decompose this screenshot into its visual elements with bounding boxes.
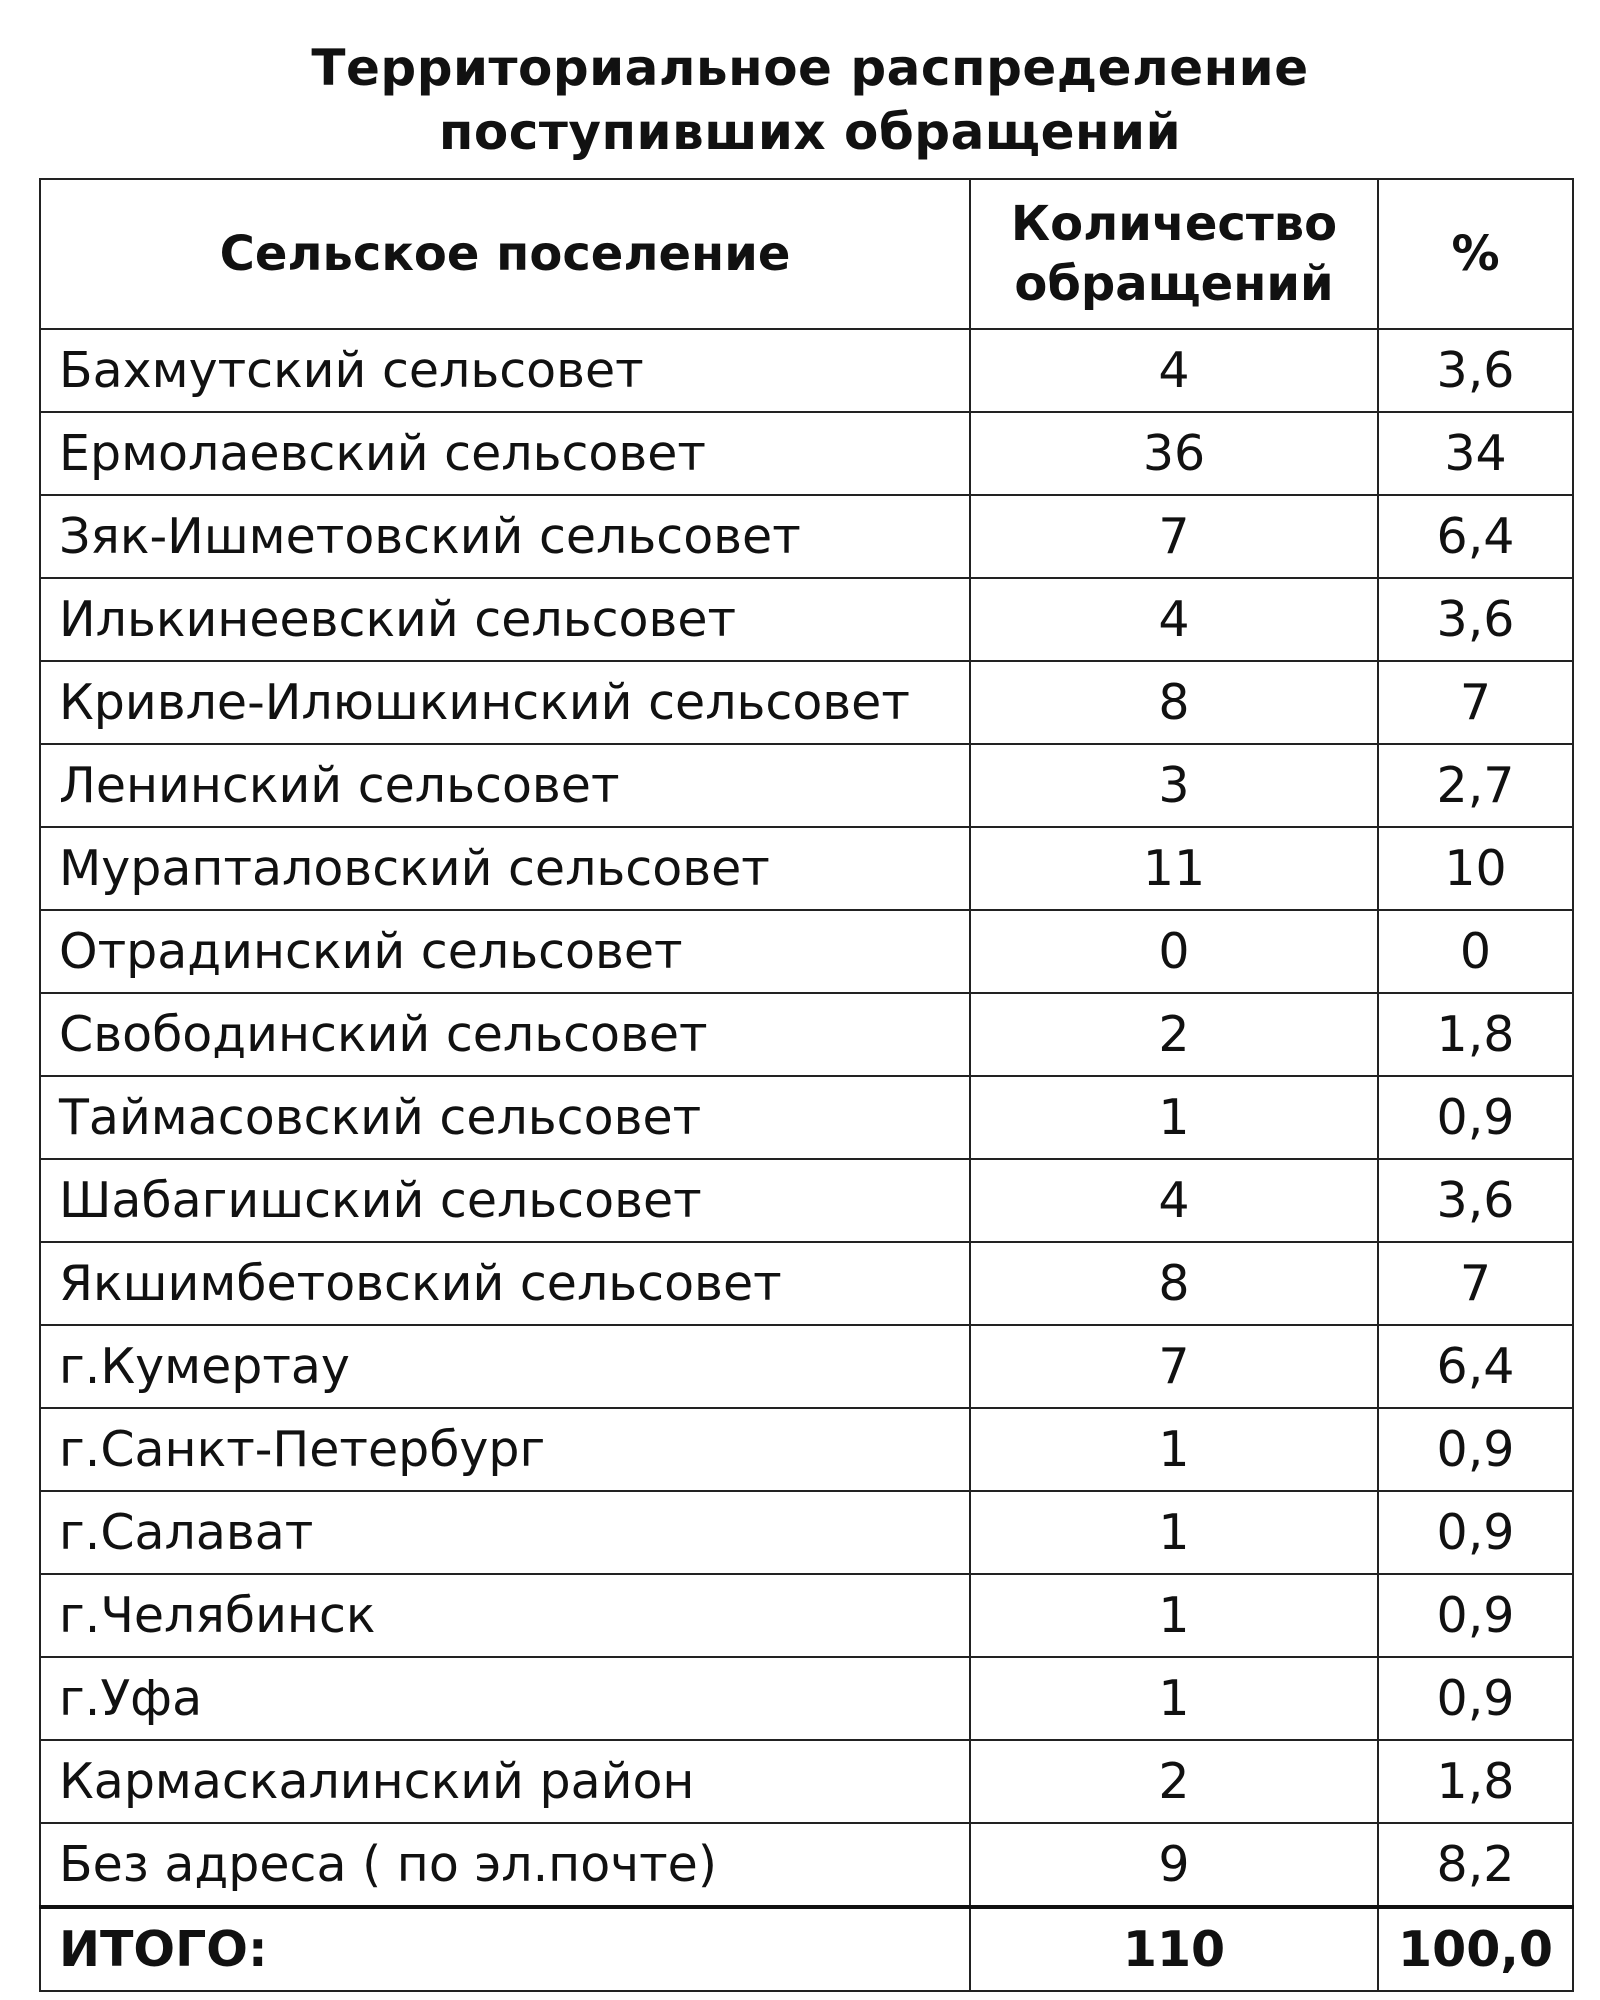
settlement-name: Шабагишский сельсовет	[40, 1159, 970, 1242]
appeal-count: 1	[970, 1408, 1378, 1491]
appeal-count: 2	[970, 993, 1378, 1076]
header-percent: %	[1378, 179, 1573, 329]
appeal-count: 1	[970, 1574, 1378, 1657]
appeal-percent: 3,6	[1378, 1159, 1573, 1242]
table-row	[40, 993, 1573, 1076]
table-row	[40, 910, 1573, 993]
appeal-percent: 0,9	[1378, 1076, 1573, 1159]
table-row	[40, 329, 1573, 412]
settlement-name: Отрадинский сельсовет	[40, 910, 970, 993]
table-row	[40, 744, 1573, 827]
table-row	[40, 1657, 1573, 1740]
appeal-percent: 10	[1378, 827, 1573, 910]
settlement-name: г.Санкт-Петербург	[40, 1408, 970, 1491]
settlement-name: г.Челябинск	[40, 1574, 970, 1657]
settlement-name: Ермолаевский сельсовет	[40, 412, 970, 495]
appeal-percent: 34	[1378, 412, 1573, 495]
settlement-name: Мурапталовский сельсовет	[40, 827, 970, 910]
appeal-count: 7	[970, 495, 1378, 578]
table-row	[40, 1491, 1573, 1574]
table-row	[40, 1823, 1573, 1907]
total-label: ИТОГО:	[40, 1907, 970, 1991]
appeal-count: 0	[970, 910, 1378, 993]
appeal-percent: 7	[1378, 1242, 1573, 1325]
appeal-percent: 6,4	[1378, 495, 1573, 578]
table-row	[40, 412, 1573, 495]
appeal-percent: 7	[1378, 661, 1573, 744]
total-count: 110	[970, 1907, 1378, 1991]
header-count-line-2: обращений	[1014, 256, 1334, 312]
title-line-2: поступивших обращений	[438, 103, 1182, 161]
appeal-percent: 3,6	[1378, 329, 1573, 412]
appeal-percent: 3,6	[1378, 578, 1573, 661]
settlement-name: г.Кумертау	[40, 1325, 970, 1408]
appeal-count: 2	[970, 1740, 1378, 1823]
settlement-name: Без адреса ( по эл.почте)	[40, 1823, 970, 1907]
settlement-name: г.Салават	[40, 1491, 970, 1574]
appeal-count: 1	[970, 1491, 1378, 1574]
appeal-percent: 0	[1378, 910, 1573, 993]
appeal-count: 9	[970, 1823, 1378, 1907]
table-body	[40, 329, 1573, 1991]
title-line-1: Территориальное распределение	[311, 39, 1309, 97]
table-row	[40, 1740, 1573, 1823]
appeal-count: 3	[970, 744, 1378, 827]
settlement-name: Кармаскалинский район	[40, 1740, 970, 1823]
total-row	[40, 1907, 1573, 1991]
table-row	[40, 495, 1573, 578]
total-percent: 100,0	[1378, 1907, 1573, 1991]
appeals-table	[39, 178, 1574, 1992]
appeal-count: 4	[970, 1159, 1378, 1242]
settlement-name: Илькинеевский сельсовет	[40, 578, 970, 661]
table-row	[40, 1408, 1573, 1491]
table-row	[40, 661, 1573, 744]
settlement-name: Свободинский сельсовет	[40, 993, 970, 1076]
appeal-count: 1	[970, 1657, 1378, 1740]
appeal-count: 1	[970, 1076, 1378, 1159]
header-count-line-1: Количество	[1010, 196, 1338, 252]
settlement-name: Якшимбетовский сельсовет	[40, 1242, 970, 1325]
appeal-percent: 0,9	[1378, 1408, 1573, 1491]
table-row	[40, 1076, 1573, 1159]
settlement-name: Таймасовский сельсовет	[40, 1076, 970, 1159]
appeal-percent: 1,8	[1378, 1740, 1573, 1823]
appeal-count: 8	[970, 661, 1378, 744]
appeal-count: 11	[970, 827, 1378, 910]
appeal-percent: 2,7	[1378, 744, 1573, 827]
header-count	[970, 179, 1378, 329]
appeal-percent: 1,8	[1378, 993, 1573, 1076]
appeal-count: 8	[970, 1242, 1378, 1325]
settlement-name: г.Уфа	[40, 1657, 970, 1740]
appeal-count: 4	[970, 329, 1378, 412]
appeal-count: 36	[970, 412, 1378, 495]
table-row	[40, 1159, 1573, 1242]
settlement-name: Бахмутский сельсовет	[40, 329, 970, 412]
table-row	[40, 578, 1573, 661]
table-row	[40, 1325, 1573, 1408]
settlement-name: Ленинский сельсовет	[40, 744, 970, 827]
appeal-count: 4	[970, 578, 1378, 661]
settlement-name: Кривле-Илюшкинский сельсовет	[40, 661, 970, 744]
header-row	[40, 179, 1573, 329]
appeal-percent: 8,2	[1378, 1823, 1573, 1907]
appeal-count: 7	[970, 1325, 1378, 1408]
table-row	[40, 1242, 1573, 1325]
appeal-percent: 0,9	[1378, 1491, 1573, 1574]
settlement-name: Зяк-Ишметовский сельсовет	[40, 495, 970, 578]
page-title	[0, 36, 1600, 164]
appeal-percent: 0,9	[1378, 1574, 1573, 1657]
table-row	[40, 827, 1573, 910]
appeal-percent: 6,4	[1378, 1325, 1573, 1408]
header-settlement: Сельское поселение	[40, 179, 970, 329]
appeal-percent: 0,9	[1378, 1657, 1573, 1740]
table-row	[40, 1574, 1573, 1657]
